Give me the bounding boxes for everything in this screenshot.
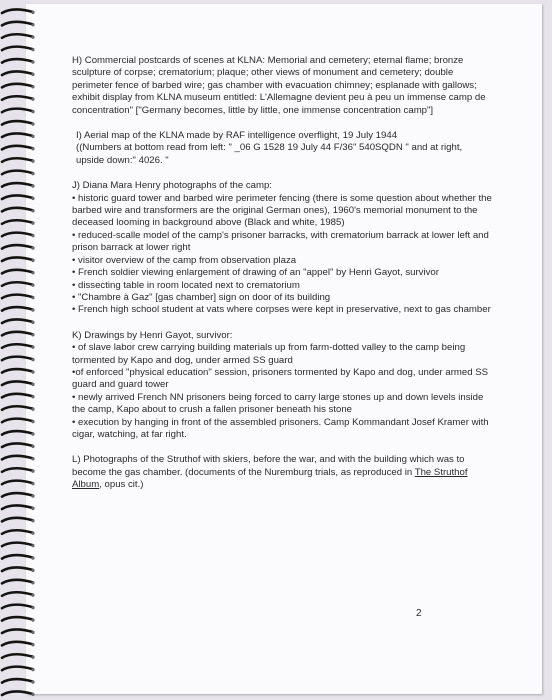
- binding-hole: [31, 569, 34, 572]
- binding-coil: [2, 592, 33, 596]
- binding-hole: [31, 507, 34, 510]
- binding-coil: [2, 642, 33, 646]
- binding-coil: [2, 220, 33, 224]
- binding-coil: [2, 245, 33, 249]
- binding-coil: [2, 667, 33, 671]
- section-j: [72, 180, 492, 316]
- list-item: • French soldier viewing enlargement of drawing of an "appel" by Henri Gayot, survivor: [72, 267, 439, 279]
- binding-coil: [2, 679, 33, 683]
- binding-hole: [31, 420, 34, 423]
- binding-hole: [31, 643, 34, 646]
- binding-coil: [2, 444, 33, 448]
- binding-hole: [31, 619, 34, 622]
- binding-coil: [2, 270, 33, 274]
- binding-coil: [2, 394, 33, 398]
- section-k: [72, 330, 492, 442]
- binding-coil: [2, 382, 33, 386]
- binding-hole: [31, 470, 34, 473]
- section-i-line1: I) Aerial map of the KLNA made by RAF intelligence overflight, 19 July 1944: [76, 130, 398, 142]
- binding-hole: [31, 309, 34, 312]
- binding-coil: [2, 493, 33, 497]
- section-j-heading: J) Diana Mara Henry photographs of the camp:: [72, 180, 272, 192]
- binding-coil: [2, 320, 33, 324]
- binding-hole: [31, 346, 34, 349]
- binding-coil: [2, 654, 33, 658]
- binding-coil: [2, 171, 33, 175]
- binding-hole: [31, 519, 34, 522]
- binding-coil: [2, 543, 33, 547]
- binding-coil: [2, 530, 33, 534]
- binding-hole: [31, 23, 34, 26]
- section-h: [72, 55, 492, 117]
- list-item: • of slave labor crew carrying building materials up from farm-dotted valley to the camp being tormented by Kapo and dog, under armed SS guard: [72, 342, 466, 366]
- binding-coil: [2, 431, 33, 435]
- binding-hole: [31, 185, 34, 188]
- binding-coil: [2, 580, 33, 584]
- binding-coil: [2, 568, 33, 572]
- binding-hole: [31, 160, 34, 163]
- binding-coil: [2, 481, 33, 485]
- binding-hole: [31, 147, 34, 150]
- binding-hole: [31, 234, 34, 237]
- binding-hole: [31, 222, 34, 225]
- section-l-text-after: , opus cit.): [99, 479, 144, 491]
- binding-coil: [2, 59, 33, 63]
- binding-hole: [31, 98, 34, 101]
- binding-hole: [31, 606, 34, 609]
- binding-coil: [2, 233, 33, 237]
- binding-coil: [2, 406, 33, 410]
- binding-hole: [31, 656, 34, 659]
- binding-coil: [2, 146, 33, 150]
- binding-hole: [31, 333, 34, 336]
- binding-hole: [31, 544, 34, 547]
- binding-hole: [31, 61, 34, 64]
- binding-hole: [31, 172, 34, 175]
- binding-hole: [31, 259, 34, 262]
- binding-coil: [2, 158, 33, 162]
- binding-hole: [31, 197, 34, 200]
- list-item: • newly arrived French NN prisoners being forced to carry large stones up and down levels inside the camp, Kapo about to crush a fallen prisoner beneath his stone: [72, 391, 484, 416]
- binding-hole: [31, 581, 34, 584]
- section-i-line2: ((Numbers at bottom read from left: " _06 G 1528 19 July 44 F/36" 540SQDN " and at right, upside down:" 4026. ": [76, 142, 463, 166]
- binding-coil: [2, 605, 33, 609]
- binding-hole: [31, 693, 34, 696]
- binding-hole: [31, 433, 34, 436]
- binding-coil: [2, 208, 33, 212]
- binding-hole: [31, 36, 34, 39]
- section-l: [72, 454, 492, 491]
- binding-hole: [31, 445, 34, 448]
- binding-hole: [31, 557, 34, 560]
- binding-coil: [2, 47, 33, 51]
- binding-hole: [31, 209, 34, 212]
- binding-coil: [2, 295, 33, 299]
- page-number: 2: [416, 608, 422, 619]
- binding-hole: [31, 296, 34, 299]
- binding-coil: [2, 456, 33, 460]
- binding-coil: [2, 96, 33, 100]
- binding-hole: [31, 110, 34, 113]
- binding-coil: [2, 506, 33, 510]
- binding-hole: [31, 135, 34, 138]
- binding-coil: [2, 630, 33, 634]
- binding-coil: [2, 617, 33, 621]
- binding-hole: [31, 284, 34, 287]
- binding-hole: [31, 123, 34, 126]
- spiral-binding: [0, 0, 40, 700]
- binding-coil: [2, 121, 33, 125]
- binding-hole: [31, 668, 34, 671]
- binding-hole: [31, 85, 34, 88]
- list-item: • visitor overview of the camp from observation plaza: [72, 254, 297, 266]
- struthof-album-title: The Struthof Album: [72, 466, 468, 491]
- binding-hole: [31, 271, 34, 274]
- list-item: • execution by hanging in front of the assembled prisoners. Camp Kommandant Josef Kramer with cigar, watching, at far right.: [72, 416, 489, 440]
- binding-coil: [2, 10, 33, 14]
- binding-coil: [2, 22, 33, 26]
- binding-hole: [31, 482, 34, 485]
- binding-coil: [2, 134, 33, 138]
- binding-coil: [2, 183, 33, 187]
- binding-coil: [2, 555, 33, 559]
- binding-hole: [31, 681, 34, 684]
- binding-coil: [2, 332, 33, 336]
- section-h-text: H) Commercial postcards of scenes at KLNA: Memorial and cemetery; eternal flame; bronze sculpture of corpse; crematorium; plaque; other views of monument and cemetery; double perimeter fence of barbed wire; gas chamber with evacuation chimney; esplanade with gallows; exhibit display from KLNA museum entitled: L'Allemagne devient peu à peu un immense camp de concentration" ["Germany becomes, little by little, one immense concentration camp"]: [72, 55, 486, 116]
- binding-coil: [2, 369, 33, 373]
- binding-hole: [31, 457, 34, 460]
- binding-hole: [31, 631, 34, 634]
- binding-coil: [2, 72, 33, 76]
- binding-coil: [2, 344, 33, 348]
- binding-coil: [2, 419, 33, 423]
- list-item: • French high school student at vats where corpses were kept in preservative, next to gas chamber: [72, 304, 491, 316]
- binding-coil: [2, 282, 33, 286]
- binding-coil: [2, 258, 33, 262]
- binding-coil: [2, 34, 33, 38]
- section-l-text: [72, 454, 492, 491]
- binding-hole: [31, 408, 34, 411]
- binding-coil: [2, 307, 33, 311]
- binding-hole: [31, 11, 34, 14]
- binding-coil: [2, 357, 33, 361]
- list-item: • "Chambre à Gaz" [gas chamber] sign on door of its building: [72, 291, 331, 303]
- section-i: [72, 130, 492, 167]
- binding-coil: [2, 109, 33, 113]
- binding-hole: [31, 532, 34, 535]
- binding-hole: [31, 358, 34, 361]
- binding-hole: [31, 247, 34, 250]
- binding-hole: [31, 48, 34, 51]
- binding-coil: [2, 196, 33, 200]
- binding-hole: [31, 395, 34, 398]
- binding-hole: [31, 594, 34, 597]
- section-k-heading: K) Drawings by Henri Gayot, survivor:: [72, 329, 233, 341]
- binding-coil: [2, 468, 33, 472]
- binding-hole: [31, 321, 34, 324]
- binding-coil: [2, 692, 33, 696]
- binding-coil: [2, 518, 33, 522]
- binding-hole: [31, 383, 34, 386]
- list-item: • historic guard tower and barbed wire perimeter fencing (there is some question about whether the barbed wire and transformers are the original German ones), 1960's memorial monument to the deceased looming in background above (Black and white, 1985): [72, 192, 492, 229]
- binding-hole: [31, 495, 34, 498]
- list-item: • dissecting table in room located next to crematorium: [72, 279, 300, 291]
- binding-hole: [31, 371, 34, 374]
- list-item: •of enforced "physical education" session, prisoners tormented by Kapo and dog, under armed SS guard and guard tower: [72, 366, 489, 391]
- section-l-text-before: L) Photographs of the Struthof with skiers, before the war, and with the building which was to become the gas chamber. (documents of the Nuremburg trials, as reproduced in: [72, 454, 465, 478]
- binding-hole: [31, 73, 34, 76]
- binding-coil: [2, 84, 33, 88]
- list-item: • reduced-scalle model of the camp's prisoner barracks, with crematorium barrack at lower left and prison barrack at lower right: [72, 229, 489, 254]
- document-body: [72, 55, 492, 505]
